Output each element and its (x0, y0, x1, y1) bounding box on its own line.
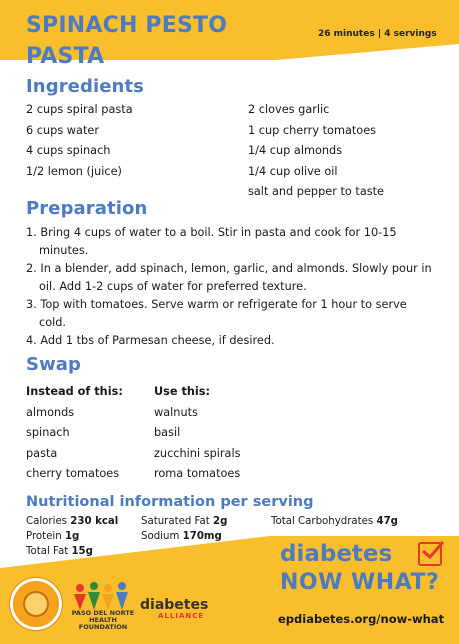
swap-use-column (154, 382, 241, 485)
swap-item: roma tomatoes (154, 467, 241, 480)
nutrition-label: Sodium (141, 531, 180, 542)
swap-item: zucchini spirals (154, 446, 241, 460)
partner-logo-da-sub: ALLIANCE (158, 612, 205, 620)
brand-wordmark: diabetes (280, 541, 393, 567)
nutrition-value: 47g (376, 516, 398, 527)
ingredient-item: 6 cups water (26, 123, 99, 137)
recipe-meta: 26 minutes | 4 servings (318, 29, 437, 39)
ingredients-right-list (248, 100, 384, 203)
swap-use-header: Use this: (154, 385, 211, 398)
nutrition-label: Total Fat (26, 546, 69, 557)
brand-tagline: NOW WHAT? (280, 570, 440, 595)
nutrition-heading: Nutritional information per serving (26, 494, 314, 510)
nutrition-value: 230 kcal (70, 516, 119, 527)
step-item: 3. Top with tomatoes. Serve warm or refrigerate for 1 hour to serve cold. (26, 298, 407, 329)
swap-heading: Swap (26, 354, 82, 375)
nutrition-label: Saturated Fat (141, 516, 210, 527)
swap-instead-column (26, 382, 123, 485)
partner-logo-pdn: PASO DEL NORTE HEALTH FOUNDATION (71, 609, 135, 631)
nutrition-label: Protein (26, 531, 62, 542)
nutrition-label: Calories (26, 516, 68, 527)
recipe-title: SPINACH PESTO PASTA (26, 13, 228, 69)
swap-item: walnuts (154, 405, 198, 419)
ingredient-item: 4 cups spinach (26, 144, 111, 157)
nutrition-value: 170mg (182, 531, 222, 542)
ingredients-heading: Ingredients (26, 76, 144, 97)
ingredient-item: 1 cup cherry tomatoes (248, 123, 377, 137)
checkbox-icon (418, 542, 442, 566)
seal-logo-icon (10, 578, 62, 630)
footer-url[interactable]: epdiabetes.org/now-what (278, 612, 445, 626)
swap-item: basil (154, 426, 181, 439)
nutrition-value: 2g (212, 516, 228, 527)
swap-item: cherry tomatoes (26, 467, 120, 480)
swap-item: pasta (26, 446, 58, 460)
preparation-heading: Preparation (26, 198, 148, 219)
nutrition-label: Total Carbohydrates (271, 516, 374, 527)
ingredient-item: 2 cups spiral pasta (26, 103, 133, 116)
step-item: 4. Add 1 tbs of Parmesan cheese, if desired. (26, 334, 275, 347)
ingredient-item: salt and pepper to taste (248, 185, 385, 198)
footer-diagonal (0, 536, 270, 568)
ingredients-left-list (26, 100, 133, 182)
swap-item: almonds (26, 405, 75, 419)
preparation-steps (26, 224, 436, 350)
step-item: 2. In a blender, add spinach, lemon, garlic, and almonds. Slowly pour in oil. Add 1-2 cups of water for preferred texture. (26, 262, 432, 293)
ingredient-item: 2 cloves garlic (248, 103, 330, 116)
partner-logo-da: diabetes (140, 597, 209, 613)
nutrition-value: 15g (71, 546, 93, 557)
ingredient-item: 1/4 cup olive oil (248, 164, 338, 178)
swap-item: spinach (26, 426, 70, 439)
ingredient-item: 1/2 lemon (juice) (26, 164, 122, 178)
step-item: 1. Bring 4 cups of water to a boil. Stir in pasta and cook for 10-15 minutes. (26, 226, 397, 257)
nutrition-col-3 (271, 514, 398, 529)
swap-instead-header: Instead of this: (26, 385, 123, 398)
ingredient-item: 1/4 cup almonds (248, 144, 343, 157)
nutrition-value: 1g (64, 531, 80, 542)
